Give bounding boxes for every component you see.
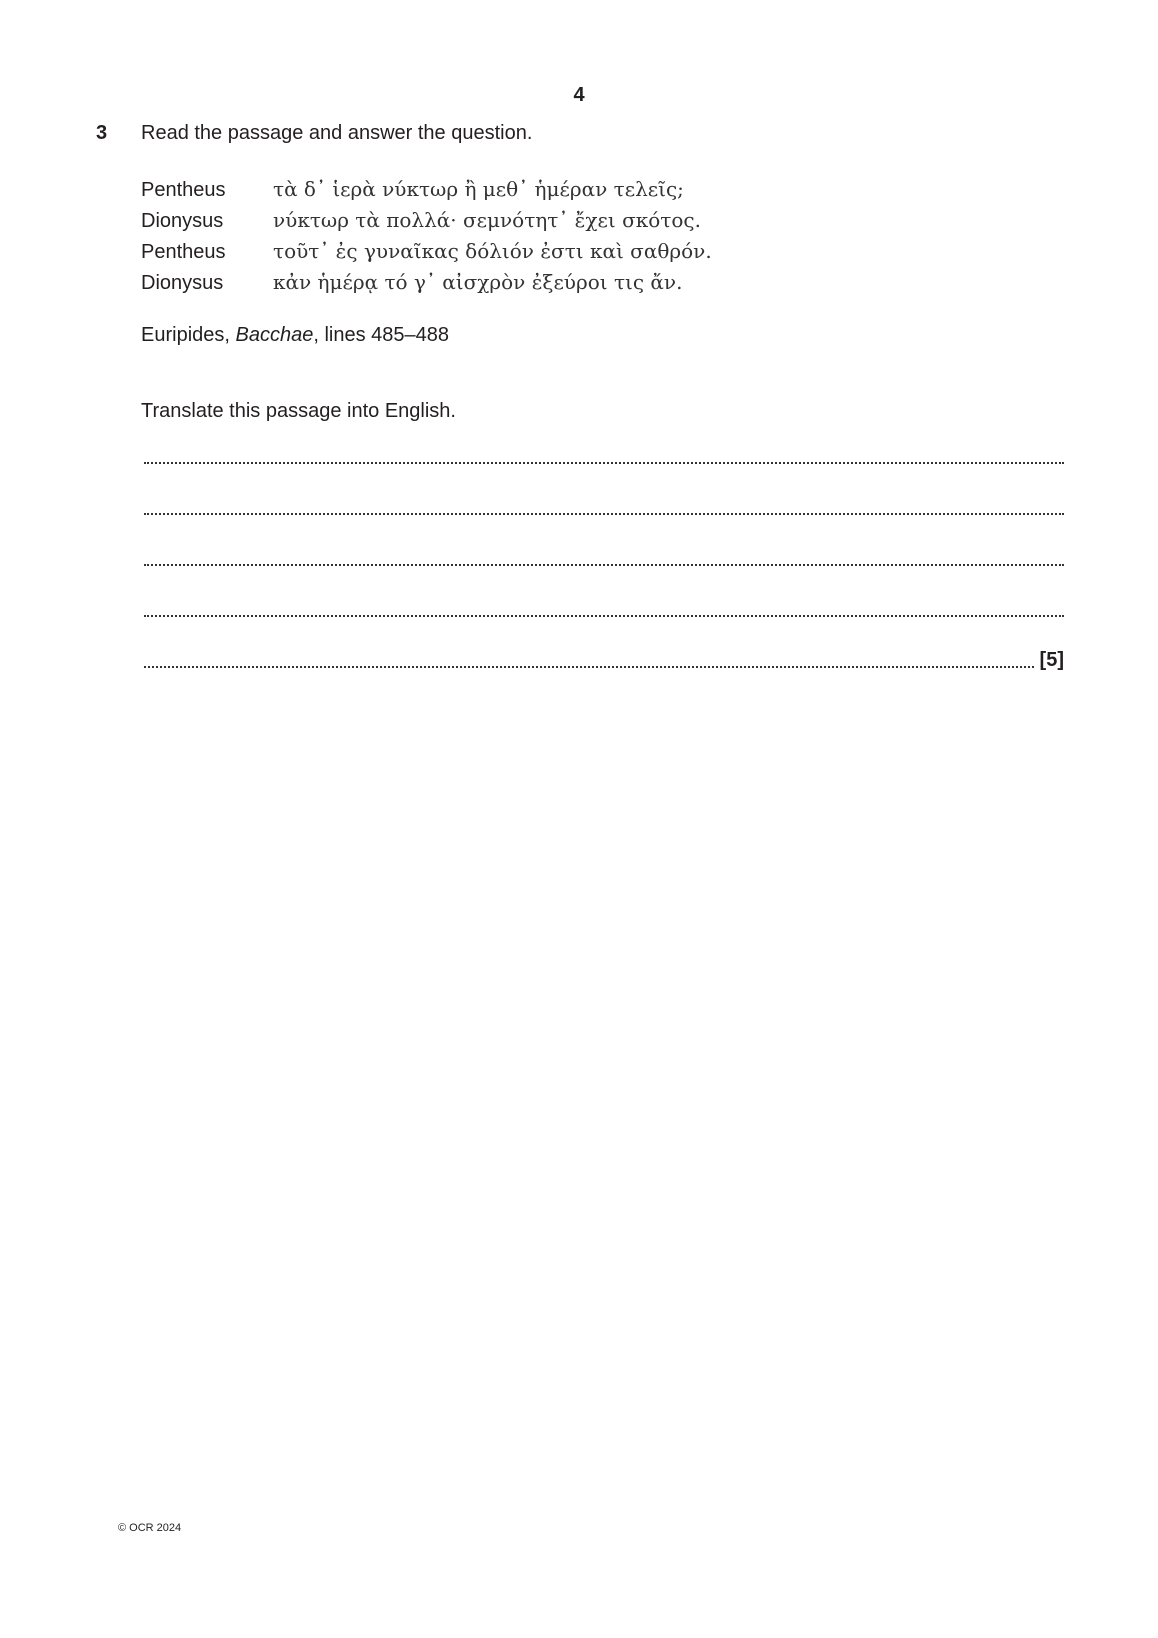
speaker-name: Dionysus [141,210,224,232]
source-author: Euripides, [141,324,236,346]
dotted-line [144,652,1034,668]
source-work: Bacchae [235,324,314,346]
passage-line [141,177,712,208]
question-number: 3 [96,122,108,144]
page-number: 4 [573,84,585,106]
dotted-line [144,499,1064,515]
passage-line [141,239,712,270]
answer-line[interactable] [144,499,1064,550]
passage-line [141,270,712,301]
answer-line[interactable] [144,550,1064,601]
greek-passage [141,177,712,301]
source-lines: , lines 485–488 [313,324,450,346]
dotted-line [144,601,1064,617]
speaker-name: Dionysus [141,272,224,294]
greek-text: τὰ δ᾽ ἱερὰ νύκτωρ ἢ μεθ᾽ ἡμέραν τελεῖς; [273,177,684,201]
answer-line[interactable] [144,601,1064,652]
greek-text: τοῦτ᾽ ἐς γυναῖκας δόλιόν ἐστι καὶ σαθρόν. [273,239,712,263]
dotted-line [144,550,1064,566]
greek-text: κἀν ἡμέρᾳ τό γ᾽ αἰσχρὸν ἐξεύροι τις ἄν. [273,270,683,294]
answer-line[interactable] [144,448,1064,499]
answer-line[interactable] [144,649,1064,703]
copyright-footer: © OCR 2024 [118,1522,182,1534]
greek-text: νύκτωρ τὰ πολλά· σεμνότητ᾽ ἔχει σκότος. [273,208,701,232]
speaker-name: Pentheus [141,179,226,201]
passage-line [141,208,712,239]
answer-area[interactable] [144,448,1064,703]
question-prompt: Read the passage and answer the question. [141,122,533,144]
speaker-name: Pentheus [141,241,226,263]
marks-label: [5] [1039,649,1064,671]
source-citation [141,324,449,347]
dotted-line [144,448,1064,464]
instruction-text: Translate this passage into English. [141,400,456,422]
